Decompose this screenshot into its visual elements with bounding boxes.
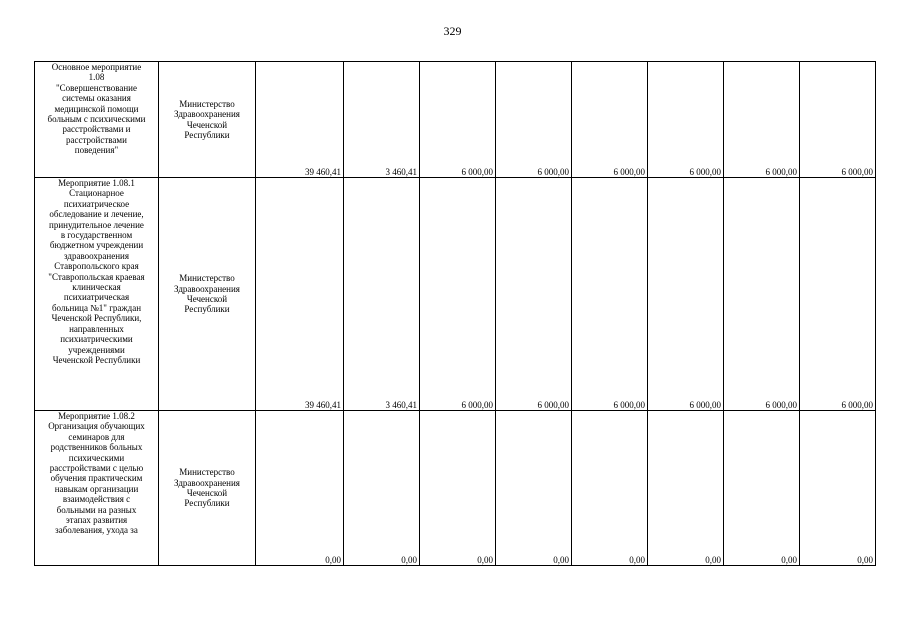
responsible-org-cell: Министерство Здравоохранения Чеченской Республики: [159, 62, 256, 178]
value-cell: 6 000,00: [800, 178, 876, 411]
value-cell: 39 460,41: [256, 62, 344, 178]
value-cell: 39 460,41: [256, 178, 344, 411]
value-cell: 6 000,00: [420, 178, 496, 411]
value-cell: 6 000,00: [724, 178, 800, 411]
table-row: [35, 178, 876, 411]
value-cell: 0,00: [648, 411, 724, 566]
value-cell: 0,00: [572, 411, 648, 566]
value-cell: 3 460,41: [344, 178, 420, 411]
value-cell: 0,00: [800, 411, 876, 566]
responsible-org-cell: Министерство Здравоохранения Чеченской Республики: [159, 178, 256, 411]
value-cell: 6 000,00: [496, 178, 572, 411]
value-cell: 6 000,00: [648, 178, 724, 411]
responsible-org-cell: Министерство Здравоохранения Чеченской Республики: [159, 411, 256, 566]
activity-name-cell: Мероприятие 1.08.2 Организация обучающих семинаров для родственников больных психическими расстройствами с целью обучения практическим навыкам организации взаимодействия с больными на разных этапах развития заболевания, ухода за: [35, 411, 159, 566]
value-cell: 6 000,00: [496, 62, 572, 178]
value-cell: 6 000,00: [572, 62, 648, 178]
value-cell: 0,00: [420, 411, 496, 566]
value-cell: 6 000,00: [800, 62, 876, 178]
value-cell: 6 000,00: [724, 62, 800, 178]
page-number: 329: [443, 24, 462, 38]
table-row: [35, 62, 876, 178]
activity-name-cell: Мероприятие 1.08.1 Стационарное психиатрическое обследование и лечение, принудительное лечение в государственном бюджетном учреждении здравоохранения Ставропольского края "Ставропольская краевая клиническая психиатрическая больница №1" граждан Чеченской Республики, направленных психиатрическими учреждениями Чеченской Республики: [35, 178, 159, 411]
activity-name-cell: Основное мероприятие 1.08 "Совершенствование системы оказания медицинской помощи больным с психическими расстройствами и расстройствами поведения": [35, 62, 159, 178]
value-cell: 3 460,41: [344, 62, 420, 178]
value-cell: 6 000,00: [420, 62, 496, 178]
value-cell: 0,00: [724, 411, 800, 566]
value-cell: 0,00: [256, 411, 344, 566]
value-cell: 6 000,00: [572, 178, 648, 411]
value-cell: 0,00: [344, 411, 420, 566]
value-cell: 6 000,00: [648, 62, 724, 178]
budget-table: [34, 61, 876, 566]
table-row: [35, 411, 876, 566]
value-cell: 0,00: [496, 411, 572, 566]
